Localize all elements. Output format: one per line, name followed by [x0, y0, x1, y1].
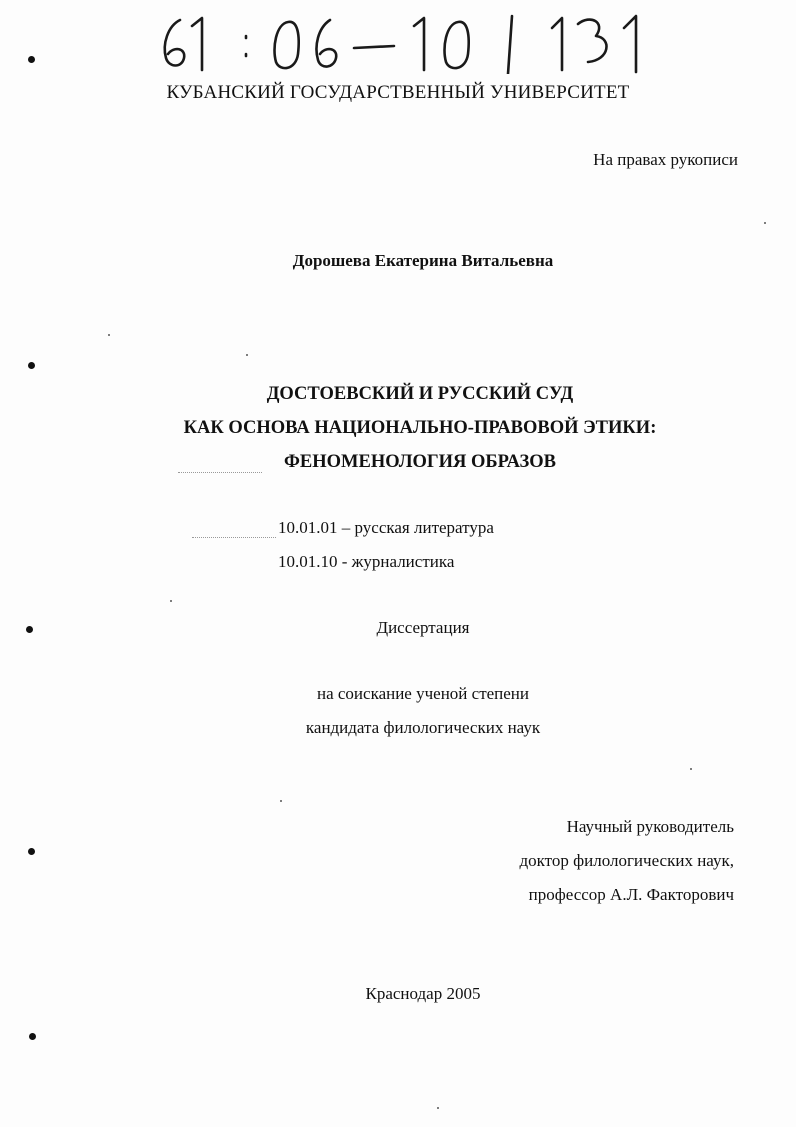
- university-name: КУБАНСКИЙ ГОСУДАРСТВЕННЫЙ УНИВЕРСИТЕТ: [166, 82, 630, 103]
- supervisor-role: Научный руководитель: [566, 817, 734, 836]
- scan-speck: [764, 222, 766, 224]
- handwriting-strokes: [158, 14, 658, 74]
- scan-speck: [246, 354, 248, 356]
- scan-speck: [690, 768, 692, 770]
- binding-hole-mark: [28, 848, 35, 855]
- binding-hole-mark: [29, 1033, 36, 1040]
- rights-notice: На правах рукописи: [593, 150, 738, 169]
- city-year: Краснодар 2005: [365, 984, 481, 1003]
- degree-line-2: кандидата филологических наук: [305, 718, 541, 737]
- binding-hole-mark: [28, 56, 35, 63]
- binding-hole-mark: [26, 626, 33, 633]
- scan-speck: [108, 334, 110, 336]
- title-line-1: ДОСТОЕВСКИЙ И РУССКИЙ СУД: [266, 384, 574, 404]
- scan-speck: [280, 800, 282, 802]
- supervisor-name: профессор А.Л. Факторович: [528, 885, 734, 904]
- degree-line-1: на соискание ученой степени: [316, 684, 530, 703]
- scan-speck: [170, 600, 172, 602]
- supervisor-degree: доктор филологических наук,: [519, 851, 734, 870]
- title-line-2: КАК ОСНОВА НАЦИОНАЛЬНО-ПРАВОВОЙ ЭТИКИ:: [183, 418, 657, 438]
- binding-hole-mark: [28, 362, 35, 369]
- specialty-line-2: 10.01.10 - журналистика: [278, 552, 455, 571]
- scan-speck: [437, 1107, 439, 1109]
- scan-dotted-artifact: [192, 537, 276, 538]
- author-name: Дорошева Екатерина Витальевна: [292, 251, 554, 270]
- title-line-3: ФЕНОМЕНОЛОГИЯ ОБРАЗОВ: [284, 452, 556, 472]
- specialty-line-1: 10.01.01 – русская литература: [278, 518, 494, 537]
- scan-dotted-artifact: [178, 472, 262, 473]
- document-type: Диссертация: [376, 618, 470, 637]
- handwritten-archive-code: [158, 14, 658, 74]
